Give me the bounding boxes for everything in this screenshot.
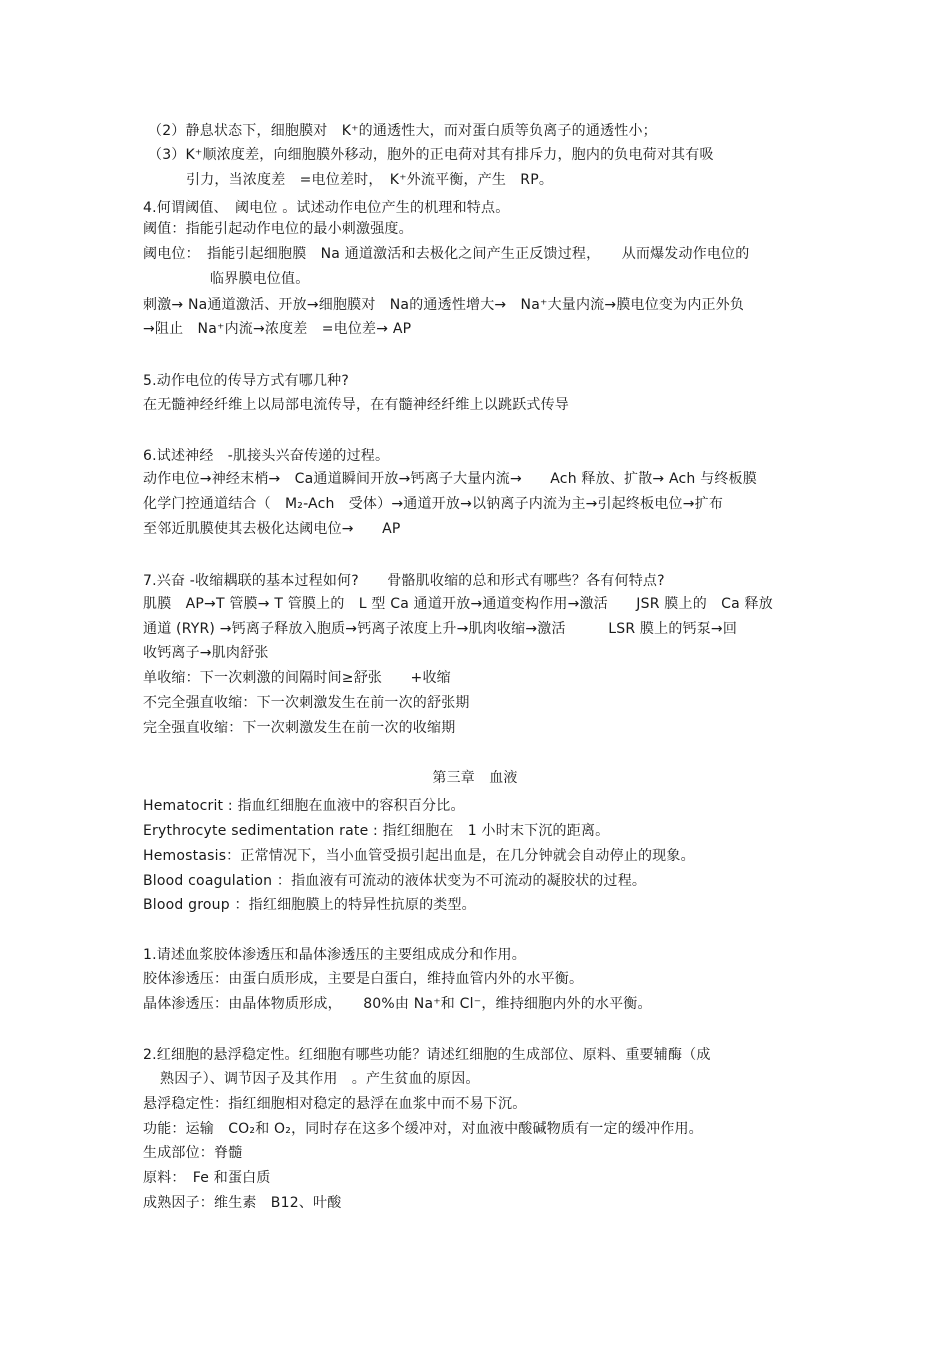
text-line: 至邻近肌膜使其去极化达阈电位→ AP <box>143 521 401 537</box>
text-line: Blood group ：指红细胞膜上的特异性抗原的类型。 <box>143 897 476 913</box>
text-line: Erythrocyte sedimentation rate : 指红细胞在 1 小时末下沉的距离。 <box>143 823 610 839</box>
question-heading: 2.红细胞的悬浮稳定性。红细胞有哪些功能？请述红细胞的生成部位、原料、重要辅酶（成 <box>143 1047 711 1063</box>
question-heading: 5.动作电位的传导方式有哪几种? <box>143 373 349 389</box>
question-heading: 6.试述神经 -肌接头兴奋传递的过程。 <box>143 448 390 464</box>
text-line: 悬浮稳定性：指红细胞相对稳定的悬浮在血浆中而不易下沉。 <box>143 1096 527 1112</box>
text-line: 动作电位→神经末梢→ Ca通道瞬间开放→钙离子大量内流→ Ach 释放、扩散→ Ach 与终板膜 <box>143 471 757 487</box>
text-line: 化学门控通道结合（ M₂-Ach 受体）→通道开放→以钠离子内流为主→引起终板电位→扩布 <box>143 496 724 512</box>
text-line: 功能：运输 CO₂和 O₂，同时存在这多个缓冲对，对血液中酸碱物质有一定的缓冲作用。 <box>143 1121 703 1137</box>
chapter-title: 第三章 血液 <box>432 770 518 786</box>
text-line: Blood coagulation ：指血液有可流动的液体状变为不可流动的凝胶状的过程。 <box>143 873 647 889</box>
text-line: 肌膜 AP→T 管膜→ T 管膜上的 L 型 Ca 通道开放→通道变构作用→激活 JSR 膜上的 Ca 释放 <box>143 596 773 612</box>
text-line: 完全强直收缩：下一次刺激发生在前一次的收缩期 <box>143 720 456 736</box>
question-heading: 4.何谓阈值、 阈电位 。试述动作电位产生的机理和特点。 <box>143 200 510 216</box>
text-line: 熟因子）、调节因子及其作用 。产生贫血的原因。 <box>160 1071 480 1087</box>
text-line: Hemostasis：正常情况下，当小血管受损引起出血是，在几分钟就会自动停止的现象。 <box>143 848 695 864</box>
question-heading: 7.兴奋 -收缩耦联的基本过程如何? 骨骼肌收缩的总和形式有哪些？各有何特点? <box>143 573 665 589</box>
text-line: 阈电位： 指能引起细胞膜 Na 通道激活和去极化之间产生正反馈过程， 从而爆发动作电位的 <box>143 246 750 262</box>
text-line: 引力，当浓度差 =电位差时， K⁺外流平衡，产生 RP。 <box>186 172 554 188</box>
text-line: 阈值：指能引起动作电位的最小刺激强度。 <box>143 221 413 237</box>
question-heading: 1.请述血浆胶体渗透压和晶体渗透压的主要组成成分和作用。 <box>143 947 526 963</box>
text-line: 原料： Fe 和蛋白质 <box>143 1170 271 1186</box>
text-line: 刺激→ Na通道激活、开放→细胞膜对 Na的通透性增大→ Na⁺大量内流→膜电位变为内正外负 <box>143 297 745 313</box>
text-line: 在无髓神经纤维上以局部电流传导，在有髓神经纤维上以跳跃式传导 <box>143 397 569 413</box>
text-line: →阻止 Na⁺内流→浓度差 =电位差→ AP <box>143 321 412 337</box>
text-line: 胶体渗透压：由蛋白质形成，主要是白蛋白，维持血管内外的水平衡。 <box>143 971 584 987</box>
text-line: 生成部位：脊髓 <box>143 1145 243 1161</box>
text-line: （3）K⁺顺浓度差，向细胞膜外移动，胞外的正电荷对其有排斥力，胞内的负电荷对其有吸 <box>148 147 714 163</box>
text-line: 晶体渗透压：由晶体物质形成， 80%由 Na⁺和 Cl⁻，维持细胞内外的水平衡。 <box>143 996 652 1012</box>
text-line: 单收缩：下一次刺激的间隔时间≥舒张 +收缩 <box>143 670 451 686</box>
text-line: 临界膜电位值。 <box>210 271 310 287</box>
text-line: 通道 (RYR) →钙离子释放入胞质→钙离子浓度上升→肌肉收缩→激活 LSR 膜上的钙泵→回 <box>143 621 738 637</box>
text-line: 不完全强直收缩：下一次刺激发生在前一次的舒张期 <box>143 695 470 711</box>
text-line: 收钙离子→肌肉舒张 <box>143 645 269 661</box>
text-line: Hematocrit : 指血红细胞在血液中的容积百分比。 <box>143 798 465 814</box>
text-line: 成熟因子：维生素 B12、叶酸 <box>143 1195 342 1211</box>
text-line: （2）静息状态下，细胞膜对 K⁺的通透性大，而对蛋白质等负离子的通透性小； <box>148 123 657 139</box>
